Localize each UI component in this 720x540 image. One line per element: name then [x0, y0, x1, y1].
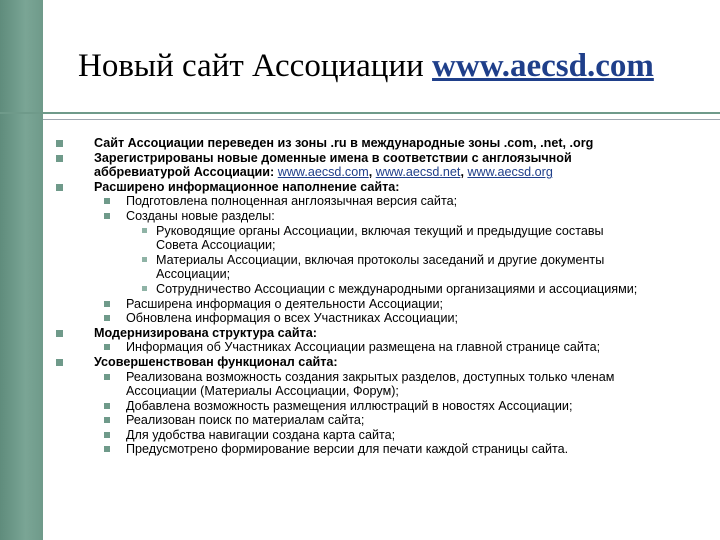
bullet-square-icon [104, 417, 110, 423]
list-item: Модернизирована структура сайта: [56, 326, 716, 341]
link-aecsd-net[interactable]: www.aecsd.net [375, 165, 461, 180]
list-item: Обновлена информация о всех Участниках Ассоциации; [56, 311, 716, 326]
title-divider [0, 112, 720, 114]
list-item: Реализован поиск по материалам сайта; [56, 413, 716, 428]
list-item: Сайт Ассоциации переведен из зоны .ru в международные зоны .com, .net, .org [56, 136, 716, 151]
list-item: Руководящие органы Ассоциации, включая текущий и предыдущие составы Совета Ассоциации; [56, 224, 716, 253]
bullet-square-icon [56, 184, 63, 191]
left-accent-band [0, 0, 43, 540]
link-aecsd-org[interactable]: www.aecsd.org [467, 165, 553, 180]
bullet-square-icon [142, 228, 147, 233]
bullet-square-icon [104, 198, 110, 204]
link-aecsd-com[interactable]: www.aecsd.com [277, 165, 369, 180]
bullet-square-icon [104, 374, 110, 380]
title-url-link[interactable]: www.aecsd.com [432, 48, 654, 84]
bullet-square-icon [142, 286, 147, 291]
bullet-square-icon [104, 301, 110, 307]
list-item: Реализована возможность создания закрытых разделов, доступных только членам Ассоциации (Материалы Ассоциации, Форум); [56, 370, 716, 399]
list-item: Подготовлена полноценная англоязычная версия сайта; [56, 194, 716, 209]
list-item: Материалы Ассоциации, включая протоколы заседаний и другие документы Ассоциации; [56, 253, 716, 282]
bullet-list [56, 136, 716, 457]
slide-title [78, 48, 654, 85]
bullet-square-icon [56, 140, 63, 147]
bullet-square-icon [56, 155, 63, 162]
list-item: Добавлена возможность размещения иллюстраций в новостях Ассоциации; [56, 399, 716, 414]
title-text: Новый сайт Ассоциации [78, 48, 433, 84]
bullet-square-icon [104, 213, 110, 219]
list-item: Предусмотрено формирование версии для печати каждой страницы сайта. [56, 442, 716, 457]
list-item: Расширена информация о деятельности Ассоциации; [56, 297, 716, 312]
bullet-square-icon [56, 330, 63, 337]
bullet-square-icon [104, 403, 110, 409]
bullet-square-icon [104, 446, 110, 452]
bullet-square-icon [104, 432, 110, 438]
bullet-square-icon [142, 257, 147, 262]
list-item: Сотрудничество Ассоциации с международными организациями и ассоциациями; [56, 282, 716, 297]
bullet-square-icon [104, 315, 110, 321]
title-divider-thin [43, 119, 720, 120]
list-item: Информация об Участниках Ассоциации размещена на главной странице сайта; [56, 340, 716, 355]
list-item: Созданы новые разделы: [56, 209, 716, 224]
list-item: Для удобства навигации создана карта сайта; [56, 428, 716, 443]
list-item: Усовершенствован функционал сайта: [56, 355, 716, 370]
list-item: Расширено информационное наполнение сайта: [56, 180, 716, 195]
list-item: Зарегистрированы новые доменные имена в соответствии с англоязычной аббревиатурой Ассоциации: www.aecsd.com, www.aecsd.net, www.aecsd.org [56, 151, 716, 180]
bullet-square-icon [56, 359, 63, 366]
bullet-square-icon [104, 344, 110, 350]
left-accent-bar [0, 0, 43, 540]
